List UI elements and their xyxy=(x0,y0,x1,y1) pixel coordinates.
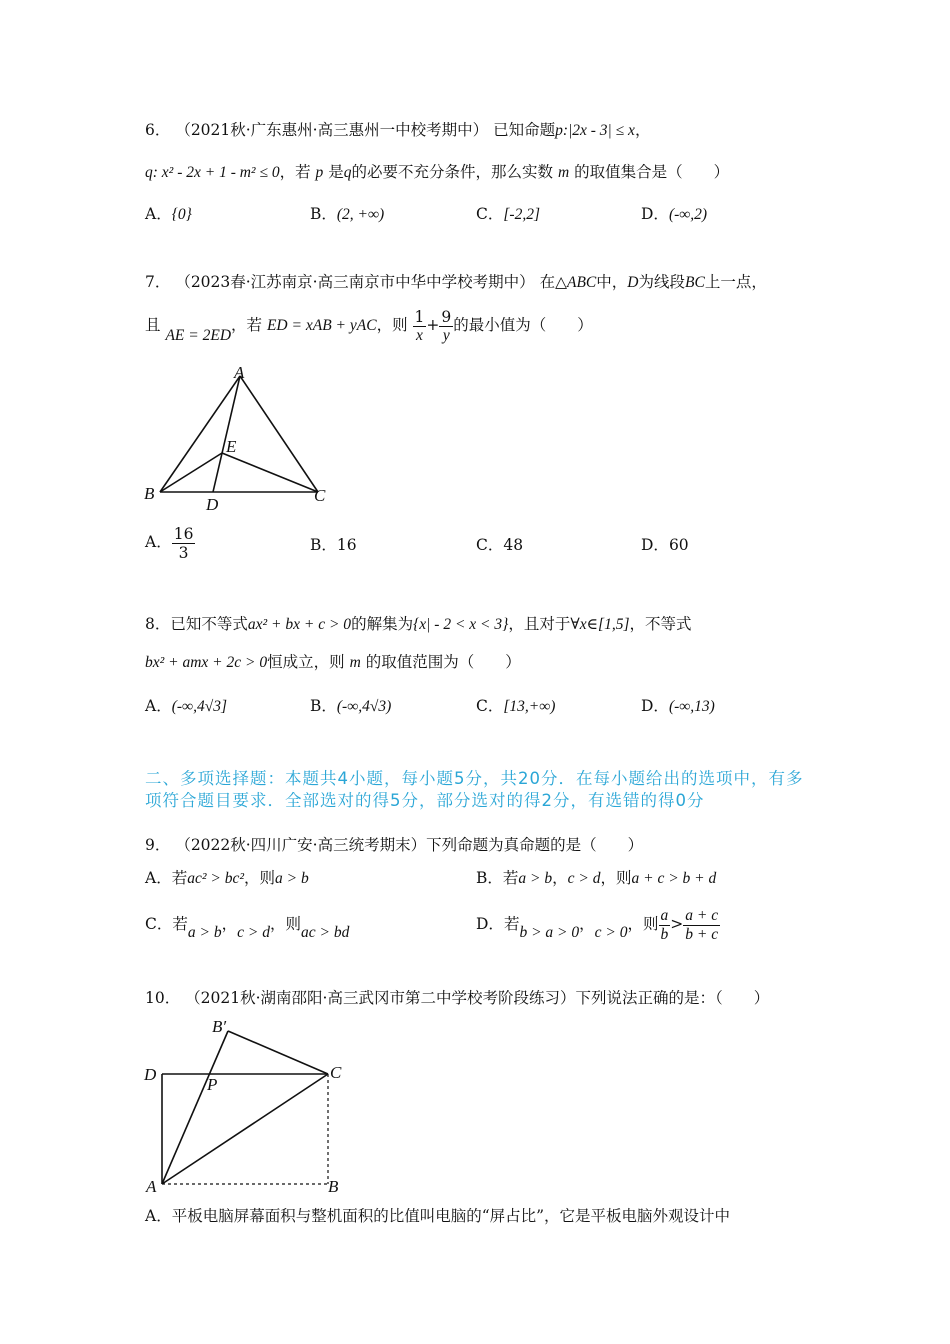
section2-heading: 二、多项选择题：本题共4小题，每小题5分，共20分．在每小题给出的选项中，有多项符合题目要求．全部选对的得5分，部分选对的得2分，有选错的得0分 xyxy=(145,769,804,810)
q7-number: 7． xyxy=(145,273,171,291)
q7-text: 上一点， xyxy=(704,273,767,291)
q8-option-b[interactable] xyxy=(310,696,391,717)
q7-text: ，若 xyxy=(231,316,263,334)
label-c: C xyxy=(330,1063,342,1082)
label-a: A xyxy=(234,363,245,382)
q9-source: （2022秋·四川广安·高三统考期末） xyxy=(175,836,427,854)
q7-text: 且 xyxy=(145,316,161,334)
q8-forall: ∀x∈[1,5] xyxy=(570,616,630,633)
q8-text: 的取值范围为（ ） xyxy=(365,653,521,671)
q7-option-a-frac xyxy=(172,525,196,562)
q9-d-rhs-frac xyxy=(683,907,720,944)
label-d: D xyxy=(206,495,219,514)
option-math: a + c > b + d xyxy=(631,870,717,887)
q6-text: 的取值集合是（ ） xyxy=(574,163,730,181)
q9-line1 xyxy=(145,835,643,855)
q6-option-b[interactable] xyxy=(310,204,384,225)
option-math: b > a > 0 xyxy=(519,924,580,941)
plus: + xyxy=(426,316,440,334)
option-text: [13,+∞) xyxy=(503,698,556,715)
q7-d: D xyxy=(627,274,639,291)
q10-rectangle-figure xyxy=(140,1018,360,1198)
label-b: B xyxy=(144,484,155,503)
option-text: ，则 xyxy=(627,915,659,933)
q9-stem: 下列命题为真命题的是（ ） xyxy=(426,836,644,854)
q8-set: {x| - 2 < x < 3} xyxy=(413,616,509,633)
segment-be xyxy=(160,453,222,492)
frac-den: x xyxy=(416,326,423,344)
option-label: D． xyxy=(641,205,669,223)
q10-number: 10． xyxy=(145,989,181,1007)
q10-line1 xyxy=(145,988,769,1008)
option-label: C． xyxy=(476,536,504,554)
q8-option-c[interactable] xyxy=(476,696,555,717)
q7-text: 为线段 xyxy=(638,273,686,291)
frac-num: a xyxy=(660,906,669,924)
option-label: B． xyxy=(310,697,337,715)
q6-option-c[interactable] xyxy=(476,204,540,225)
frac-den: b + c xyxy=(685,925,719,943)
option-text: 若 xyxy=(172,915,188,933)
q10-option-a[interactable]: A．平板电脑屏幕面积与整机面积的比值叫电脑的“屏占比”，它是平板电脑外观设计中 xyxy=(145,1207,731,1225)
option-text: (-∞,4√3) xyxy=(336,698,392,715)
frac-den: y xyxy=(442,326,450,344)
q6-text: ，若 xyxy=(279,163,311,181)
q9-d-lhs-frac xyxy=(659,907,671,944)
option-text: ，则 xyxy=(269,915,301,933)
option-text: ， xyxy=(221,915,238,933)
option-text: 48 xyxy=(503,536,524,554)
option-text: 若 xyxy=(503,915,520,933)
option-text: ， xyxy=(552,869,568,887)
q9-option-c[interactable] xyxy=(145,914,350,941)
frac-den: 3 xyxy=(178,543,189,562)
label-p: P xyxy=(207,1075,218,1094)
option-text: {0} xyxy=(171,206,192,223)
q8-line1 xyxy=(145,614,692,635)
edge-ac xyxy=(240,376,318,492)
q7-option-a[interactable] xyxy=(145,522,195,562)
q7-source: （2023春·江苏南京·高三南京市中华中学校考期中） xyxy=(175,273,535,291)
q8-text: 的解集为 xyxy=(351,615,414,633)
option-label: C． xyxy=(476,697,504,715)
q7-cond1: AE = 2ED xyxy=(165,327,232,344)
segment-ac xyxy=(162,1074,328,1184)
label-b-prime: B′ xyxy=(212,1017,227,1036)
q6-q-expr: q: x² - 2x + 1 - m² ≤ 0 xyxy=(145,164,280,181)
option-text: (-∞,2) xyxy=(668,206,708,223)
q6-comma: ， xyxy=(634,121,651,139)
option-math: a > b xyxy=(275,870,309,887)
q6-p: p xyxy=(315,164,324,181)
label-b: B xyxy=(328,1177,339,1196)
q7-triangle: △ABC xyxy=(555,274,597,291)
option-math: c > 0 xyxy=(594,924,628,941)
label-d: D xyxy=(144,1065,157,1084)
option-math: a > b xyxy=(187,924,222,941)
q7-frac-1 xyxy=(413,308,427,345)
option-math: > xyxy=(670,915,684,933)
option-label: D． xyxy=(641,536,669,554)
option-text: 60 xyxy=(668,536,689,554)
option-text: (-∞,4√3] xyxy=(171,698,227,715)
q8-line2 xyxy=(145,652,521,673)
q8-text: 恒成立，则 xyxy=(267,653,345,671)
option-math: ac > bd xyxy=(300,924,350,941)
frac-num: a + c xyxy=(685,906,719,924)
q6-text: 的必要不充分条件，那么实数 xyxy=(351,163,553,181)
q6-option-d[interactable] xyxy=(641,204,707,225)
option-label: B． xyxy=(476,869,503,887)
option-text: 若 xyxy=(502,869,519,887)
q6-line2 xyxy=(145,162,729,183)
q8-ineq1: ax² + bx + c > 0 xyxy=(247,616,352,633)
q6-q: q xyxy=(343,164,352,181)
option-math: c > d xyxy=(237,924,270,941)
q7-text: 的最小值为（ ） xyxy=(453,316,593,334)
option-text: ， xyxy=(579,915,595,933)
option-math: c > d xyxy=(567,870,601,887)
option-text: 16 xyxy=(336,536,357,554)
label-c: C xyxy=(314,486,326,505)
q9-option-d[interactable] xyxy=(476,904,720,945)
segment-ab-prime xyxy=(162,1031,228,1184)
option-math: a > b xyxy=(518,870,553,887)
option-text: [-2,2] xyxy=(503,206,540,223)
q6-source: （2021秋·广东惠州·高三惠州一中校考期中） xyxy=(175,121,489,139)
frac-num: 1 xyxy=(414,307,425,326)
option-label: D． xyxy=(641,697,669,715)
q6-number: 6． xyxy=(145,121,171,139)
option-text: (-∞,13) xyxy=(668,698,715,715)
q6-option-a[interactable] xyxy=(145,204,192,225)
q7-text: ，则 xyxy=(376,316,408,334)
q7-frac-2 xyxy=(439,308,453,345)
q7-option-c[interactable] xyxy=(476,535,523,555)
frac-den: b xyxy=(660,925,669,943)
segment-ec xyxy=(222,453,318,492)
q8-text: 已知不等式 xyxy=(170,615,248,633)
label-e: E xyxy=(226,437,237,456)
q8-ineq2: bx² + amx + 2c > 0 xyxy=(145,654,268,671)
q6-m: m xyxy=(557,164,570,181)
edge-ab xyxy=(160,376,240,492)
q7-line2 xyxy=(145,306,593,345)
q8-text: ，且对于 xyxy=(508,615,571,633)
q9-option-b[interactable] xyxy=(476,868,716,889)
option-text: (2, +∞) xyxy=(336,206,385,223)
q7-cond2: ED = xAB + yAC xyxy=(266,317,377,334)
frac-num: 9 xyxy=(441,307,452,326)
option-math: ac² > bc² xyxy=(187,870,244,887)
option-label: B． xyxy=(310,205,337,223)
option-label: B． xyxy=(310,536,337,554)
option-label: A． xyxy=(145,533,172,551)
segment-b-prime-c xyxy=(228,1031,328,1074)
q7-text: 中， xyxy=(596,273,628,291)
q10-stem: 下列说法正确的是：（ ） xyxy=(575,989,770,1007)
option-label: C． xyxy=(145,915,173,933)
q7-triangle-figure xyxy=(140,362,340,512)
q8-option-d[interactable] xyxy=(641,696,715,717)
q6-line1 xyxy=(145,120,650,141)
q7-line1 xyxy=(145,272,767,293)
option-text: ，则 xyxy=(600,869,632,887)
q9-number: 9． xyxy=(145,836,171,854)
q10-source: （2021秋·湖南邵阳·高三武冈市第二中学校考阶段练习） xyxy=(185,989,576,1007)
option-text: 若 xyxy=(171,869,188,887)
option-label: D． xyxy=(476,915,504,933)
q6-stem: 已知命题 xyxy=(493,121,556,139)
option-text: ，则 xyxy=(243,869,275,887)
q7-option-b[interactable] xyxy=(310,535,357,555)
label-a: A xyxy=(146,1177,157,1196)
option-label: A． xyxy=(145,697,172,715)
q8-option-a[interactable] xyxy=(145,696,227,717)
segment-ad xyxy=(213,376,240,492)
q6-text: 是 xyxy=(328,163,344,181)
q7-text: 在 xyxy=(539,273,556,291)
q7-bc: BC xyxy=(685,274,705,291)
q9-option-a[interactable] xyxy=(145,868,309,889)
frac-num: 16 xyxy=(173,524,194,543)
q6-p-expr: p:|2x - 3| ≤ x xyxy=(555,122,635,139)
q8-text: ，不等式 xyxy=(629,615,692,633)
option-label: A． xyxy=(145,869,172,887)
option-label: C． xyxy=(476,205,504,223)
q7-option-d[interactable] xyxy=(641,535,689,555)
option-label: A． xyxy=(145,205,172,223)
q8-m: m xyxy=(349,654,361,671)
q8-number: 8． xyxy=(145,615,171,633)
